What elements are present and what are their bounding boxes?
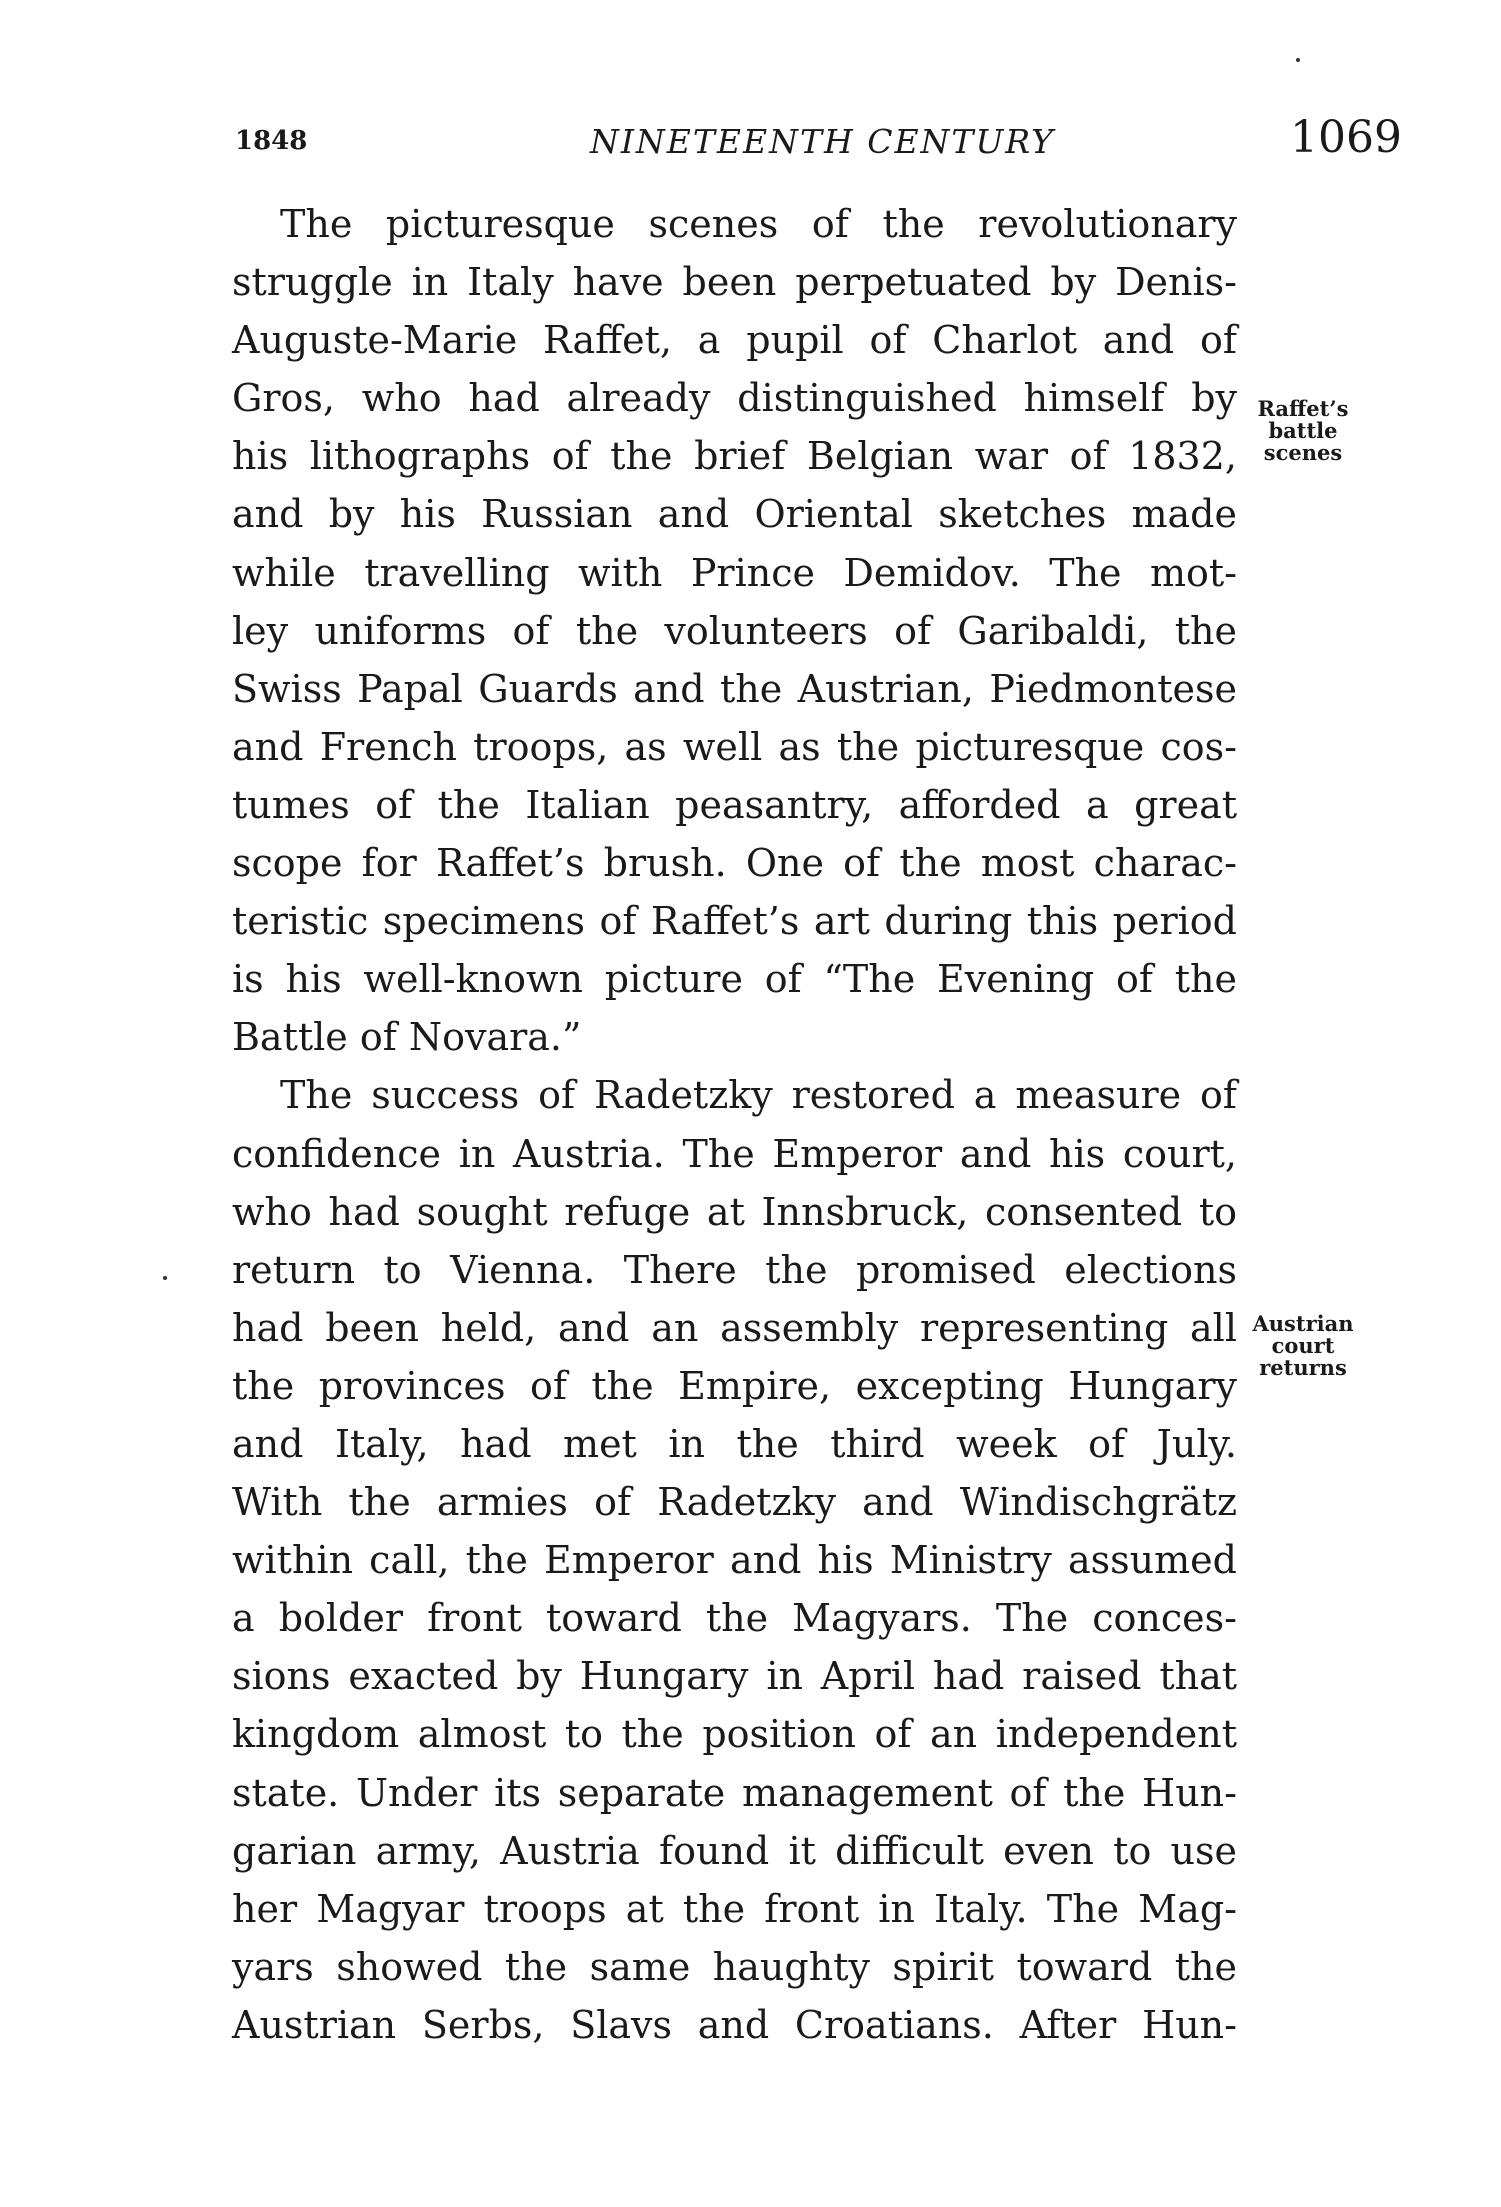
margin-note-austrian-court	[1233, 1313, 1373, 1379]
margin-note-line: battle	[1268, 418, 1338, 443]
text-line: teristic specimens of Raffet’s art during this period	[232, 899, 1237, 944]
text-line: Auguste-Marie Raffet, a pupil of Charlot and of	[232, 318, 1237, 363]
margin-note-line: Austrian	[1252, 1311, 1354, 1336]
text-line: garian army, Austria found it difficult even to use	[232, 1828, 1237, 1873]
running-header	[0, 112, 1501, 172]
text-line: is his well-known picture of “The Evening of the	[232, 957, 1237, 1002]
text-line: Gros, who had already distinguished himself by	[232, 376, 1237, 421]
text-line: within call, the Emperor and his Ministry assumed	[232, 1538, 1237, 1583]
paragraph-2	[232, 1066, 1237, 2054]
text-line: a bolder front toward the Magyars. The conces-	[232, 1596, 1237, 1641]
text-line: Battle of Novara.”	[232, 1015, 582, 1060]
speck-mark	[163, 1276, 167, 1280]
text-line: and French troops, as well as the picturesque cos-	[232, 724, 1237, 769]
text-line: Austrian Serbs, Slavs and Croatians. After Hun-	[232, 2002, 1237, 2047]
margin-note-raffet	[1233, 398, 1373, 464]
paragraph-1	[232, 195, 1237, 1066]
header-title: NINETEENTH CENTURY	[590, 122, 1055, 161]
text-line: confidence in Austria. The Emperor and his court,	[232, 1131, 1237, 1176]
text-line: sions exacted by Hungary in April had raised that	[232, 1654, 1237, 1699]
margin-note-line: court	[1271, 1333, 1335, 1358]
text-line: his lithographs of the brief Belgian war of 1832,	[232, 434, 1237, 479]
page-number: 1069	[1290, 112, 1402, 163]
body-text	[232, 195, 1237, 2054]
text-line: struggle in Italy have been perpetuated by Denis-	[232, 260, 1237, 305]
text-line: had been held, and an assembly representing all	[232, 1305, 1237, 1350]
speck-mark	[1296, 58, 1300, 62]
text-line: yars showed the same haughty spirit toward the	[232, 1944, 1237, 1989]
margin-note-line: Raffet’s	[1257, 396, 1349, 421]
text-line: the provinces of the Empire, excepting Hungary	[232, 1363, 1237, 1408]
text-line: ley uniforms of the volunteers of Garibaldi, the	[232, 608, 1237, 653]
text-line: kingdom almost to the position of an independent	[232, 1712, 1237, 1757]
text-line: who had sought refuge at Innsbruck, consented to	[232, 1189, 1237, 1234]
text-line: her Magyar troops at the front in Italy. The Mag-	[232, 1886, 1237, 1931]
margin-note-line: scenes	[1263, 440, 1343, 465]
text-line: state. Under its separate management of the Hun-	[232, 1770, 1237, 1815]
text-line: With the armies of Radetzky and Windischgrätz	[232, 1480, 1237, 1525]
text-line: scope for Raffet’s brush. One of the most charac-	[232, 841, 1237, 886]
text-line: The picturesque scenes of the revolutionary	[280, 202, 1237, 246]
text-line: and Italy, had met in the third week of July.	[232, 1421, 1237, 1466]
text-line: and by his Russian and Oriental sketches made	[232, 492, 1237, 537]
text-line: while travelling with Prince Demidov. The mot-	[232, 550, 1237, 595]
header-year: 1848	[235, 126, 308, 156]
text-line: Swiss Papal Guards and the Austrian, Piedmontese	[232, 666, 1237, 711]
margin-note-line: returns	[1259, 1355, 1347, 1380]
text-line: The success of Radetzky restored a measure of	[280, 1073, 1237, 1118]
text-line: tumes of the Italian peasantry, afforded a great	[232, 782, 1237, 827]
text-line: return to Vienna. There the promised elections	[232, 1247, 1237, 1292]
